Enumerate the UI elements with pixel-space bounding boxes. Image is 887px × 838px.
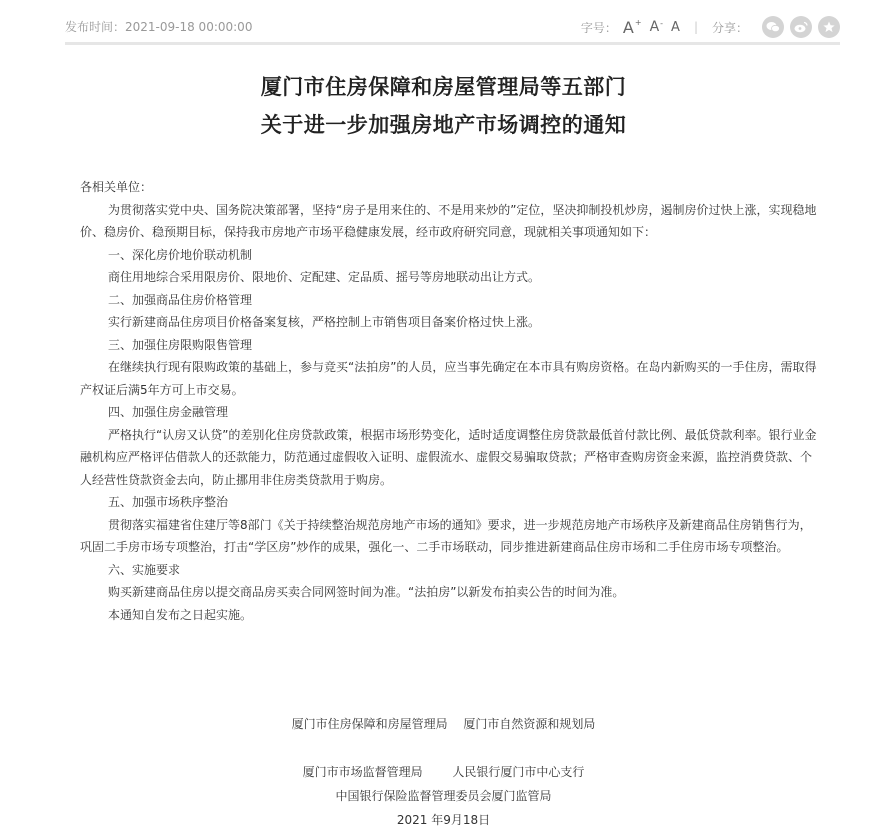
title-line-1: 厦门市住房保障和房屋管理局等五部门 <box>260 75 627 99</box>
closing-text: 本通知自发布之日起实施。 <box>108 607 253 622</box>
signing-org-housing: 厦门市住房保障和房屋管理局 <box>291 717 448 731</box>
publish-time: 发布时间：2021-09-18 00:00:00 <box>65 20 253 34</box>
font-size-large-button[interactable]: A + <box>622 17 642 37</box>
signature-row-1 <box>0 712 887 736</box>
signature-block <box>0 760 887 832</box>
font-size-label: 字号： <box>580 20 617 35</box>
meta-bar <box>65 14 840 45</box>
section-heading-4: 四、加强住房金融管理 <box>108 405 229 419</box>
wechat-icon[interactable] <box>762 16 784 38</box>
section-heading-5: 五、加强市场秩序整治 <box>108 495 229 509</box>
section-text-5: 贯彻落实福建省住建厅等8部门《关于持续整治规范房地产市场的通知》要求，进一步规范房地产市场秩序及新建商品住房销售行为，巩固二手房市场专项整治，打击“学区房”炒作的成果，强化一、二手市场联动，同步推进新建商品住房市场和二手住房市场专项整治。 <box>80 517 812 554</box>
title-line-2: 关于进一步加强房地产市场调控的通知 <box>260 113 627 137</box>
weibo-icon[interactable] <box>790 16 812 38</box>
article-body <box>80 176 822 626</box>
salutation: 各相关单位： <box>80 180 153 194</box>
section-text-4: 严格执行“认房又认贷”的差别化住房贷款政策，根据市场形势变化，适时适度调整住房贷款最低首付款比例、最低贷款利率。银行业金融机构应严格评估借款人的还款能力，防范通过虚假收入证明、虚假流水、虚假交易骗取贷款；严格审查购房资金来源，监控消费贷款、个人经营性贷款资金去向，防止挪用非住房类贷款用于购房。 <box>80 427 817 487</box>
signing-org-resources: 厦门市自然资源和规划局 <box>463 717 596 731</box>
signing-org-cbirc: 中国银行保险监督管理委员会厦门监管局 <box>335 789 552 803</box>
intro-paragraph: 为贯彻落实党中央、国务院决策部署，坚持“房子是用来住的、不是用来炒的”定位，坚决抑制投机炒房，遏制房价过快上涨，实现稳地价、稳房价、稳预期目标，保持我市房地产市场平稳健康发展，经市政府研究同意，现就相关事项通知如下： <box>80 202 817 239</box>
section-text-2: 实行新建商品住房项目价格备案复核，严格控制上市销售项目备案价格过快上涨。 <box>108 315 541 329</box>
share-label: 分享： <box>711 20 748 35</box>
section-heading-2: 二、加强商品住房价格管理 <box>108 292 253 307</box>
section-heading-6: 六、实施要求 <box>108 562 181 577</box>
signature-date: 2021 年9月18日 <box>396 813 491 827</box>
article-title <box>0 68 887 144</box>
section-heading-3: 三、加强住房限购限售管理 <box>108 337 253 352</box>
article-tools <box>581 14 840 40</box>
section-text-3: 在继续执行现有限购政策的基础上，参与竞买“法拍房”的人员，应当事先确定在本市具有购房资格。在岛内新购买的一手住房，需取得产权证后满5年方可上市交易。 <box>80 360 817 397</box>
font-size-small-button[interactable]: A - <box>649 19 664 35</box>
section-heading-1: 一、深化房价地价联动机制 <box>108 247 253 262</box>
toolbar-divider: | <box>693 20 698 34</box>
section-text-1: 商住用地综合采用限房价、限地价、定配建、定品质、摇号等房地联动出让方式。 <box>108 270 541 284</box>
section-text-6: 购买新建商品住房以提交商品房买卖合同网签时间为准。“法拍房”以新发布拍卖公告的时间为准。 <box>108 585 625 599</box>
signing-org-market: 厦门市市场监督管理局 <box>302 765 423 779</box>
signing-org-pboc: 人民银行厦门市中心支行 <box>452 765 585 779</box>
favorite-icon[interactable] <box>818 16 840 38</box>
font-size-default-button[interactable]: A <box>671 19 680 35</box>
